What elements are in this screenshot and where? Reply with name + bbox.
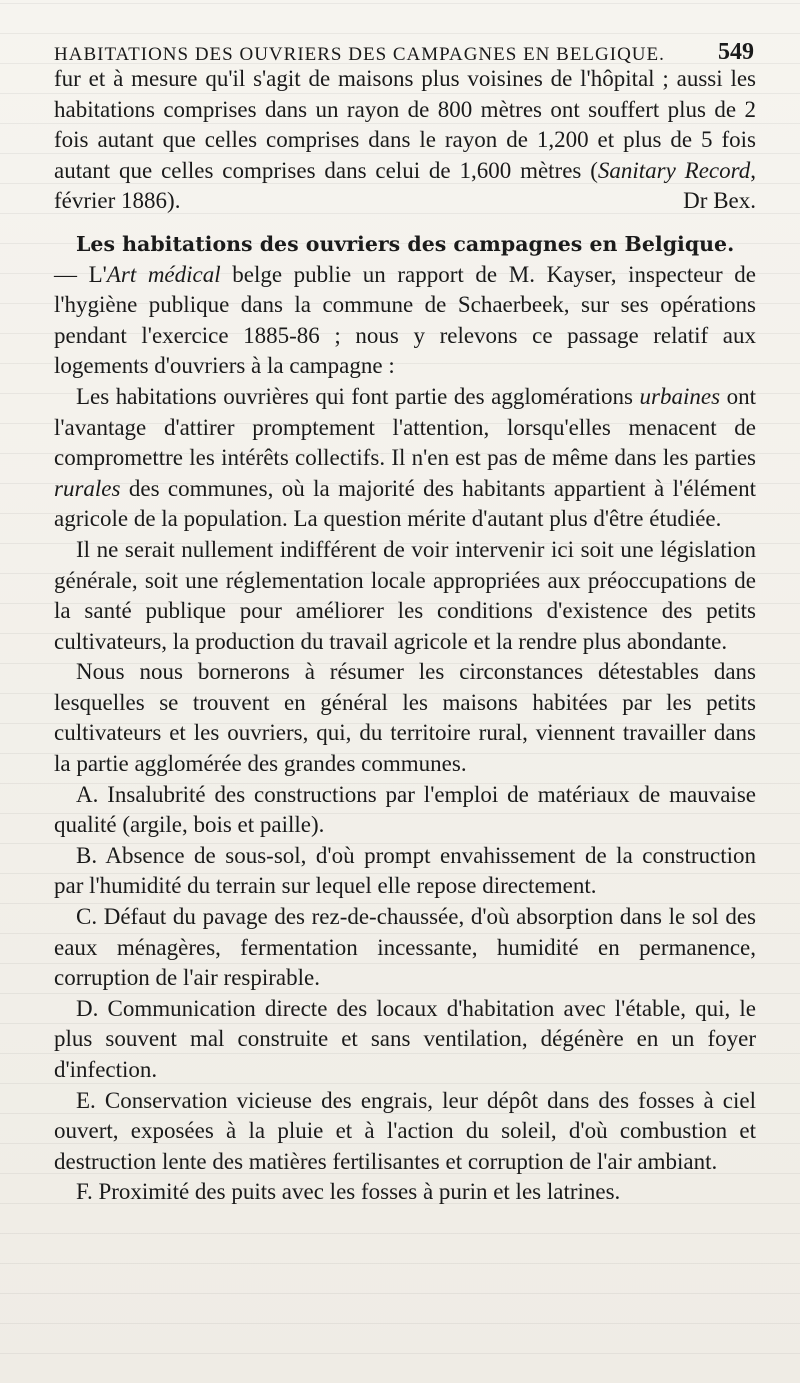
list-item: F. Proximité des puits avec les fosses à purin et les latrines.	[76, 1179, 621, 1205]
list-item: E. Conservation vicieuse des engrais, leur dépôt dans des fosses à ciel ouvert, exposées à la pluie et à l'action du soleil, d'où combustion et destruction lente des matières fertilisantes et corruption de l'air ambiant.	[54, 1087, 756, 1174]
body-text	[54, 64, 756, 1208]
article-intro: — L'Art médical belge publie un rapport de M. Kayser, inspecteur de l'hygiène publique dans la commune de Schaerbeek, sur ses opérations pendant l'exercice 1885-86 ; nous y relevons ce passage relatif aux logements d'ouvriers à la campagne :	[54, 261, 757, 379]
author-signature: Dr Bex.	[683, 188, 756, 214]
page-header	[54, 30, 754, 66]
list-item: B. Absence de sous-sol, d'où prompt envahissement de la construction par l'humidité du terrain sur lequel elle repose directement.	[54, 842, 756, 899]
running-head: HABITATIONS DES OUVRIERS DES CAMPAGNES EN BELGIQUE.	[54, 44, 665, 65]
article-title: Les habitations des ouvriers des campagnes en Belgique.	[76, 231, 735, 256]
list-item: A. Insalubrité des constructions par l'emploi de matériaux de mauvaise qualité (argile, bois et paille).	[54, 781, 756, 838]
paragraph: Les habitations ouvrières qui font partie des agglomérations urbaines ont l'avantage d'attirer promptement l'attention, lorsqu'elles menacent de compromettre les intérêts collectifs. Il n'en est pas de même dans les parties rurales des communes, où la majorité des habitants appartient à l'élément agricole de la population. La question mérite d'autant plus d'être étudiée.	[54, 383, 757, 532]
list-item: C. Défaut du pavage des rez-de-chaussée, d'où absorption dans le sol des eaux ménagères, fermentation incessante, humidité en permanence, corruption de l'air respirable.	[54, 904, 756, 991]
continued-paragraph: fur et à mesure qu'il s'agit de maisons plus voisines de l'hôpital ; aussi les habitations comprises dans un rayon de 800 mètres ont souffert plus de 2 fois autant que celles comprises dans le rayon de 1,200 et plus de 5 fois autant que celles comprises dans celui de 1,600 mètres (Sanitary Record, février 1886).	[54, 66, 756, 214]
list-item: D. Communication directe des locaux d'habitation avec l'étable, qui, le plus souvent mal construite et sans ventilation, dégénère en un foyer d'infection.	[54, 995, 756, 1082]
paragraph: Nous nous bornerons à résumer les circonstances détestables dans lesquelles se trouvent en général les maisons habitées par les petits cultivateurs et les ouvriers, qui, du territoire rural, viennent travailler dans la partie agglomérée des grandes communes.	[54, 659, 756, 777]
paragraph: Il ne serait nullement indifférent de voir intervenir ici soit une législation générale, soit une réglementation locale appropriées aux préoccupations de la santé publique pour améliorer les conditions d'existence des petits cultivateurs, la production du travail agricole et la rendre plus abondante.	[54, 536, 756, 654]
page-number: 549	[718, 39, 754, 65]
